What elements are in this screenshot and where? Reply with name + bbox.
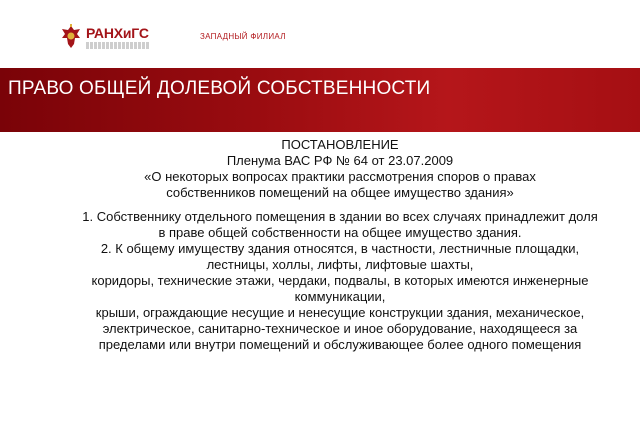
logo-subtitle: [86, 42, 150, 49]
decree-heading: ПОСТАНОВЛЕНИЕ: [281, 137, 399, 152]
title-banner: [0, 68, 640, 132]
point-2: 2. К общему имуществу здания относятся, в частности, лестничные площадки, лестницы, холлы, лифты, лифтовые шахты,: [100, 241, 580, 272]
ranepa-logo: [60, 24, 150, 50]
decree-issuer: Пленума ВАС РФ № 64 от 23.07.2009: [226, 153, 454, 168]
point-2-roofs: крыши, ограждающие несущие и ненесущие конструкции здания, механическое, электрическое, санитарно-техническое и иное оборудование, находящееся за пределами или внутри помещений и обслуживающее более одного помещения: [95, 305, 585, 352]
branch-label: ЗАПАДНЫЙ ФИЛИАЛ: [200, 32, 286, 41]
slide-content: [80, 137, 600, 353]
decree-title-line2: собственников помещений на общее имущество здания»: [166, 185, 514, 200]
eagle-emblem-icon: [60, 24, 82, 50]
slide-title: ПРАВО ОБЩЕЙ ДОЛЕВОЙ СОБСТВЕННОСТИ: [8, 78, 431, 99]
points-block: [80, 209, 600, 353]
point-1: 1. Собственнику отдельного помещения в здании во всех случаях принадлежит доля в праве общей собственности на общее имущество здания.: [82, 209, 598, 240]
logo-title: РАНХиГС: [86, 24, 149, 41]
decree-block: [80, 137, 600, 201]
point-2-continued: коридоры, технические этажи, чердаки, подвалы, в которых имеются инженерные коммуникации,: [91, 273, 589, 304]
decree-title-line1: «О некоторых вопросах практики рассмотрения споров о правах: [144, 169, 536, 184]
